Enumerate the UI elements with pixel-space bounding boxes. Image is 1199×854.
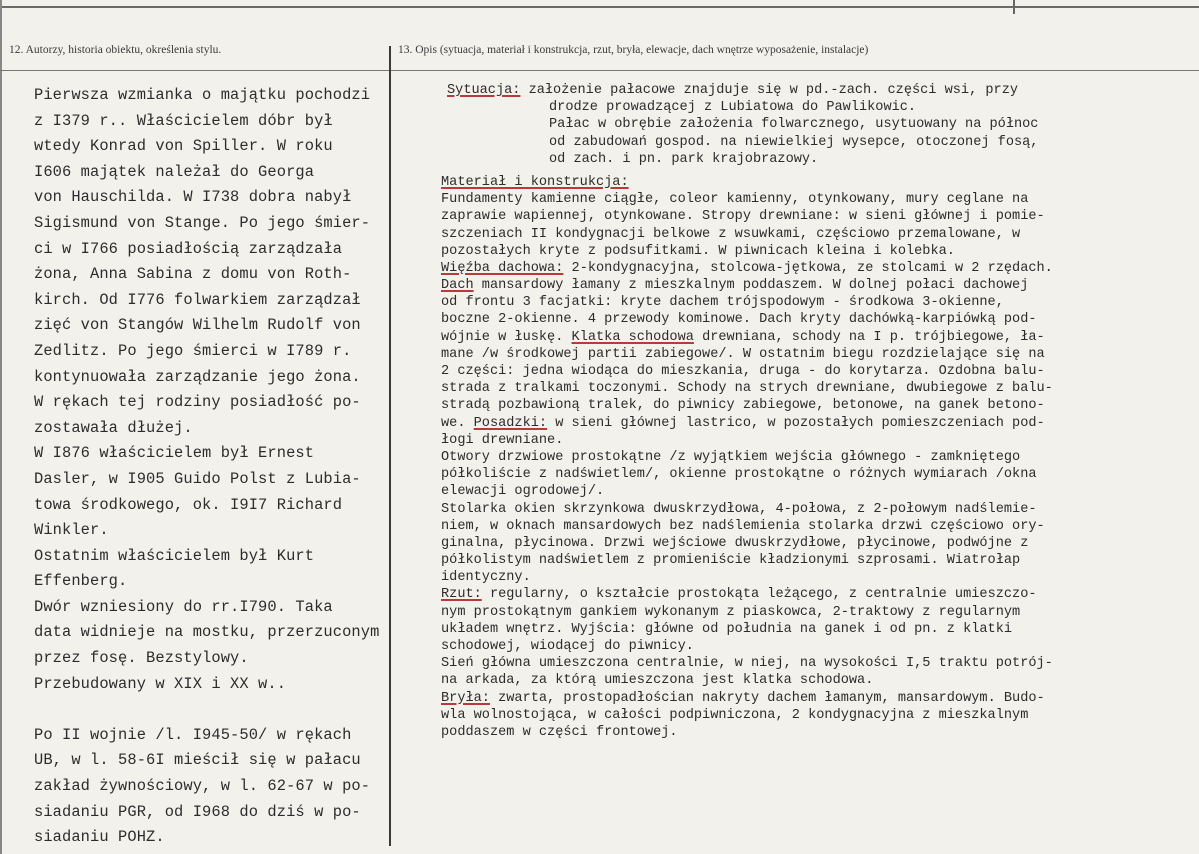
history-line: siadaniu PGR, od I968 do dziś w po-: [34, 802, 361, 821]
text-line: Sień główna umieszczona centralnie, w niej, na wysokości I,5 traktu potrój-: [441, 656, 1053, 672]
header-rule: [0, 70, 1199, 71]
text-line: ginalna, płycinowa. Drzwi wejściowe dwuskrzydłowe, płycinowe, podwójne z: [441, 535, 1029, 551]
text-line: identyczny.: [441, 570, 531, 586]
text-line: Więźba dachowa: 2-kondygnacyjna, stolcowa-jętkowa, ze stolcami w 2 rzędach.: [441, 260, 1053, 276]
heading-dach: Dach: [441, 278, 474, 294]
history-line: I606 majątek należał do Georga: [34, 162, 315, 181]
heading-material: Materiał i konstrukcja:: [441, 174, 629, 190]
text-line: we. Posadzki: w sieni głównej lastrico, w pozostałych pomieszczeniach pod-: [441, 415, 1045, 431]
text-line: nym prostokątnym gankiem wykonanym z piaskowca, 2-traktowy z regularnym: [441, 604, 1021, 620]
text-line: strada z tralkami toczonymi. Schody na strych drewniane, dwubiegowe z balu-: [441, 381, 1053, 397]
text-line: stradą pozbawioną tralek, do piwnicy zabiegowe, betonowe, na ganek betono-: [441, 398, 1045, 414]
history-line: kirch. Od I776 folwarkiem zarządzał: [34, 290, 361, 309]
text-line: od zabudowań gospod. na niewielkiej wysepce, otoczonej fosą,: [549, 134, 1039, 150]
history-line: von Hauschildа. W I738 dobra nabył: [34, 188, 352, 207]
text-line: poddaszem w części frontowej.: [441, 724, 678, 740]
text-line: elewacji ogrodowej/.: [441, 484, 605, 500]
text-line: mane /w środkowej partii zabiegowe/. W ostatnim biegu rozdzielające się na: [441, 346, 1045, 362]
history-line: Przebudowany w XIX i XX w..: [34, 674, 287, 693]
history-line: Dwór wzniesiony do rr.I790. Taka: [34, 597, 333, 616]
section-13-header: 13. Opis (sytuacja, materiał i konstrukcja, rzut, bryła, elewacje, dach wnętrze wyposażenie, instalacje): [398, 44, 869, 56]
heading-posadzki: Posadzki:: [473, 415, 548, 431]
history-line: data widnieje na mostku, przerzuconym: [34, 623, 380, 642]
text-line: łogi drewniane.: [441, 432, 564, 448]
text-line: od frontu 3 facjatki: kryte dachem trójspodowym - środkowa 3-okienne,: [441, 295, 1004, 311]
column-divider: [389, 46, 391, 846]
text-line: od zach. i pn. park krajobrazowy.: [549, 151, 819, 167]
text-line: zaprawie wapiennej, otynkowane. Stropy drewniane: w sieni głównej i pomie-: [441, 209, 1045, 225]
text-line: półkolistym nadświetlem z promieniście kładzionymi szprosami. Wiatrołap: [441, 553, 1021, 569]
text-line: schodowej, wiodącej do piwnicy.: [441, 639, 694, 654]
text-line: Otwory drzwiowe prostokątne /z wyjątkiem wejścia głównego - zamkniętego: [441, 449, 1021, 465]
history-line: zakład żywnościowy, w l. 62-67 w po-: [34, 777, 371, 796]
text-line: układem wnętrz. Wyjścia: główne od południa na ganek i od pn. z klatki: [441, 621, 1013, 637]
text-line: Fundamenty kamienne ciągłe, coleor kamienny, otynkowany, mury ceglane na: [441, 192, 1029, 208]
history-line: UB, w l. 58-6I mieścił się w pałacu: [34, 751, 361, 770]
text-line: Sytuacja: założenie pałacowe znajduje się w pd.-zach. części wsi, przy: [447, 83, 1019, 98]
history-line: W I876 właścicielem był Ernest: [34, 444, 315, 463]
history-text-column: [34, 83, 389, 851]
text-line: boczne 2-okienne. 4 przewody kominowe. Dach kryty dachówką-karpiówką pod-: [441, 312, 1037, 328]
history-line: Zedlitz. Po jego śmierci w I789 r.: [34, 341, 352, 360]
history-line: siadaniu POHZ.: [34, 828, 165, 847]
text-line: Bryła: zwarta, prostopadłościan nakryty dachem łamanym, mansardowym. Budo-: [441, 690, 1045, 706]
text-line: na arkada, za którą umieszczona jest klatka schodowa.: [441, 673, 874, 689]
history-line: ci w I766 posiadłością zarządzała: [34, 239, 343, 258]
history-line: z I379 r.. Właścicielem dóbr był: [34, 111, 333, 130]
text-line: półkoliście z nadświetlem/, okienne prostokątne o różnych wymiarach /okna: [441, 467, 1037, 483]
text-line: wla wolnostojąca, w całości podpiwniczona, 2 kondygnacyjna z mieszkalnym: [441, 707, 1029, 723]
text-line: drodze prowadzącej z Lubiatowa do Pawlikowic.: [549, 100, 917, 116]
text-line: [441, 174, 1192, 191]
history-line: zięć von Stangów Wilhelm Rudolf von: [34, 316, 361, 335]
history-line: Effenberg.: [34, 572, 128, 591]
left-frame-line: [0, 0, 2, 854]
history-line: wtedy Konrad von Spiller. W roku: [34, 137, 333, 156]
text-line: pozostałych kryte z podsufitkami. W piwnicach kleina i kolebka.: [441, 243, 955, 259]
text-line: szczeniach II kondygnacji belkowe z wsuwkami, częściowo przemalowane, w: [441, 226, 1021, 242]
history-line: Dasler, w I905 Guido Polst z Lubia-: [34, 469, 361, 488]
history-line: Sigismund von Stange. Po jego śmier-: [34, 213, 371, 232]
heading-wiezba: Więźba dachowa:: [441, 260, 564, 276]
heading-sytuacja: Sytuacja:: [447, 83, 521, 98]
text-line: 2 części: jedna wiodąca do mieszkania, druga - do korytarza. Ozdobna balu-: [441, 364, 1045, 379]
text-line: Pałac w obrębie założenia folwarcznego, usytuowany na północ: [549, 117, 1039, 133]
heading-klatka: Klatka schodowa: [571, 329, 694, 345]
text-line: Dach mansardowy łamany z mieszkalnym poddaszem. W dolnej połaci dachowej: [441, 278, 1029, 294]
history-line: W rękach tej rodziny posiadłość po-: [34, 393, 361, 412]
text-line: Stolarka okien skrzynkowa dwuskrzydłowa, 4-połowa, z 2-połowym nadślemie-: [441, 501, 1037, 517]
text-line: Rzut: regularny, o kształcie prostokąta leżącego, z centralnie umieszczo-: [441, 587, 1037, 603]
history-line: Pierwsza wzmianka o majątku pochodzi: [34, 86, 371, 104]
history-line: towa środkowego, ok. I9I7 Richard: [34, 495, 343, 514]
history-line: żona, Anna Sabina z domu von Roth-: [34, 265, 352, 284]
history-line: Ostatnim właścicielem był Kurt: [34, 546, 315, 565]
heading-rzut: Rzut:: [441, 587, 482, 603]
section-12-header: 12. Autorzy, historia obiektu, określenia stylu.: [9, 44, 222, 56]
top-tick-mark: [1013, 0, 1015, 14]
history-line: zostawała dłużej.: [34, 418, 193, 437]
history-line: [34, 697, 389, 723]
history-line: Po II wojnie /l. I945-50/ w rękach: [34, 725, 352, 744]
history-line: Winkler.: [34, 521, 109, 540]
text-line: wójnie w łuskę. Klatka schodowa drewniana, schody na I p. trójbiegowe, ła-: [441, 329, 1045, 345]
text-line: niem, w oknach mansardowych bez nadślemienia stolarka drzwi częściowo ory-: [441, 518, 1045, 534]
top-frame-line: [0, 6, 1199, 8]
heading-bryla: Bryła:: [441, 690, 490, 706]
description-text-column: [441, 82, 1192, 741]
history-line: kontynuowała zarządzanie jego żona.: [34, 367, 361, 386]
history-line: przez fosę. Bezstylowy.: [34, 649, 249, 668]
